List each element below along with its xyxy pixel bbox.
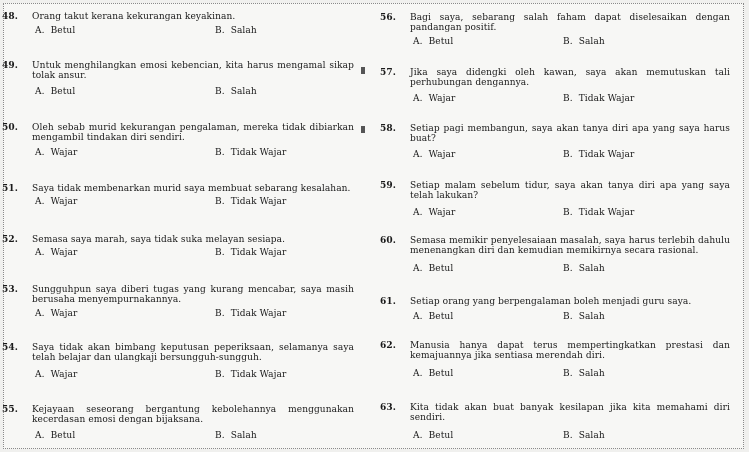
question-number: 60.	[380, 236, 396, 246]
option-label: Tidak Wajar	[230, 248, 287, 258]
option-b[interactable]	[563, 312, 605, 322]
option-label: Tidak Wajar	[230, 148, 287, 158]
option-letter: A.	[35, 248, 45, 258]
question-item	[380, 341, 738, 381]
option-b[interactable]	[215, 87, 257, 97]
option-label: Wajar	[50, 309, 78, 319]
option-a[interactable]	[35, 431, 75, 441]
option-label: Betul	[50, 431, 76, 441]
option-label: Tidak Wajar	[578, 208, 635, 218]
option-letter: A.	[413, 94, 423, 104]
option-letter: B.	[563, 369, 573, 379]
option-letter: A.	[413, 150, 423, 160]
option-letter: A.	[413, 431, 423, 441]
option-b[interactable]	[215, 370, 286, 380]
question-item	[380, 68, 738, 106]
option-a[interactable]	[35, 148, 77, 158]
option-label: Salah	[578, 264, 605, 274]
option-label: Salah	[230, 26, 257, 36]
option-b[interactable]	[215, 197, 286, 207]
option-a[interactable]	[413, 312, 453, 322]
question-text: Kita tidak akan buat banyak kesilapan jika kita memahami diri sendiri.	[410, 403, 730, 423]
option-a[interactable]	[35, 197, 77, 207]
question-item	[380, 403, 738, 443]
option-label: Salah	[230, 87, 257, 97]
option-b[interactable]	[563, 369, 605, 379]
option-letter: B.	[563, 37, 573, 47]
question-number: 58.	[380, 124, 396, 134]
question-number: 63.	[380, 403, 396, 413]
question-item	[2, 285, 362, 321]
option-label: Salah	[578, 37, 605, 47]
option-letter: A.	[413, 37, 423, 47]
question-text: Untuk menghilangkan emosi kebencian, kita harus mengamal sikap tolak ansur.	[32, 61, 354, 81]
option-label: Betul	[428, 431, 454, 441]
option-a[interactable]	[413, 37, 453, 47]
question-number: 53.	[2, 285, 18, 295]
question-text: Semasa saya marah, saya tidak suka melayan sesiapa.	[32, 235, 286, 245]
question-item	[380, 181, 738, 220]
option-label: Wajar	[50, 197, 78, 207]
question-number: 51.	[2, 184, 18, 194]
option-letter: B.	[215, 197, 225, 207]
option-b[interactable]	[563, 150, 634, 160]
option-letter: B.	[563, 208, 573, 218]
option-label: Tidak Wajar	[230, 309, 287, 319]
option-letter: A.	[35, 148, 45, 158]
option-a[interactable]	[413, 150, 455, 160]
option-letter: A.	[35, 370, 45, 380]
option-label: Tidak Wajar	[578, 150, 635, 160]
option-label: Salah	[230, 431, 257, 441]
option-b[interactable]	[563, 37, 605, 47]
question-number: 61.	[380, 297, 396, 307]
option-label: Salah	[578, 369, 605, 379]
option-letter: A.	[35, 309, 45, 319]
question-item	[2, 61, 362, 99]
option-label: Tidak Wajar	[578, 94, 635, 104]
option-letter: A.	[413, 264, 423, 274]
option-label: Wajar	[50, 148, 78, 158]
option-a[interactable]	[35, 309, 77, 319]
option-label: Salah	[578, 431, 605, 441]
option-b[interactable]	[215, 148, 286, 158]
option-letter: A.	[413, 369, 423, 379]
option-letter: A.	[413, 208, 423, 218]
option-a[interactable]	[35, 248, 77, 258]
question-text: Setiap pagi membangun, saya akan tanya diri apa yang saya harus buat?	[410, 124, 730, 144]
question-number: 52.	[2, 235, 18, 245]
option-label: Wajar	[50, 370, 78, 380]
option-label: Betul	[428, 264, 454, 274]
question-number: 54.	[2, 343, 18, 353]
option-letter: B.	[215, 87, 225, 97]
option-letter: B.	[563, 94, 573, 104]
question-item	[2, 123, 362, 160]
question-number: 48.	[2, 12, 18, 22]
question-text: Orang takut kerana kekurangan keyakinan.	[32, 12, 236, 22]
option-a[interactable]	[35, 26, 75, 36]
option-letter: B.	[563, 150, 573, 160]
option-b[interactable]	[563, 94, 634, 104]
option-label: Salah	[578, 312, 605, 322]
question-number: 57.	[380, 68, 396, 78]
question-item	[2, 235, 362, 260]
question-item	[2, 405, 362, 443]
scan-mark	[361, 67, 365, 74]
question-item	[2, 184, 362, 209]
option-letter: B.	[215, 431, 225, 441]
option-label: Tidak Wajar	[230, 370, 287, 380]
option-a[interactable]	[413, 431, 453, 441]
option-letter: A.	[35, 197, 45, 207]
option-b[interactable]	[215, 309, 286, 319]
question-text: Kejayaan seseorang bergantung kebolehannya menggunakan kecerdasan emosi dengan bijaksana.	[32, 405, 354, 425]
option-label: Wajar	[428, 150, 456, 160]
option-b[interactable]	[215, 431, 257, 441]
question-text: Jika saya didengki oleh kawan, saya akan memutuskan tali perhubungan dengannya.	[410, 68, 730, 88]
question-text: Setiap malam sebelum tidur, saya akan tanya diri apa yang saya telah lakukan?	[410, 181, 730, 201]
option-label: Betul	[428, 369, 454, 379]
question-item	[380, 124, 738, 162]
option-label: Wajar	[428, 208, 456, 218]
question-text: Oleh sebab murid kekurangan pengalaman, mereka tidak dibiarkan mengambil tindakan diri sendiri.	[32, 123, 354, 143]
option-letter: B.	[563, 431, 573, 441]
scan-mark	[361, 126, 365, 133]
question-number: 62.	[380, 341, 396, 351]
option-letter: A.	[35, 87, 45, 97]
question-number: 59.	[380, 181, 396, 191]
option-label: Betul	[50, 26, 76, 36]
option-label: Wajar	[50, 248, 78, 258]
option-label: Betul	[428, 37, 454, 47]
option-letter: B.	[215, 26, 225, 36]
question-text: Setiap orang yang berpengalaman boleh menjadi guru saya.	[410, 297, 692, 307]
question-text: Sungguhpun saya diberi tugas yang kurang mencabar, saya masih berusaha menyempurnakannya.	[32, 285, 354, 305]
option-letter: B.	[563, 312, 573, 322]
option-a[interactable]	[35, 87, 75, 97]
option-b[interactable]	[563, 431, 605, 441]
option-label: Wajar	[428, 94, 456, 104]
question-number: 49.	[2, 61, 18, 71]
option-a[interactable]	[413, 264, 453, 274]
question-item	[380, 13, 738, 49]
question-item	[2, 12, 362, 38]
option-letter: B.	[215, 370, 225, 380]
option-letter: A.	[35, 431, 45, 441]
question-text: Manusia hanya dapat terus mempertingkatkan prestasi dan kemajuannya jika sentiasa merendah diri.	[410, 341, 730, 361]
option-letter: B.	[563, 264, 573, 274]
option-b[interactable]	[563, 208, 634, 218]
option-b[interactable]	[215, 26, 257, 36]
option-b[interactable]	[215, 248, 286, 258]
option-a[interactable]	[413, 369, 453, 379]
option-label: Betul	[50, 87, 76, 97]
option-a[interactable]	[35, 370, 77, 380]
option-letter: B.	[215, 248, 225, 258]
question-number: 56.	[380, 13, 396, 23]
option-a[interactable]	[413, 208, 455, 218]
question-item	[380, 236, 738, 276]
option-a[interactable]	[413, 94, 455, 104]
question-text: Saya tidak akan bimbang keputusan peperiksaan, selamanya saya telah belajar dan ulangkaji bersungguh-sungguh.	[32, 343, 354, 363]
question-text: Semasa memikir penyelesaiaan masalah, saya harus terlebih dahulu menenangkan diri dan kemudian memikirnya secara rasional.	[410, 236, 730, 256]
question-item	[2, 343, 362, 382]
question-number: 50.	[2, 123, 18, 133]
option-b[interactable]	[563, 264, 605, 274]
option-label: Tidak Wajar	[230, 197, 287, 207]
option-letter: A.	[35, 26, 45, 36]
question-text: Bagi saya, sebarang salah faham dapat diselesaikan dengan pandangan positif.	[410, 13, 730, 33]
question-item	[380, 297, 738, 324]
option-label: Betul	[428, 312, 454, 322]
option-letter: A.	[413, 312, 423, 322]
option-letter: B.	[215, 309, 225, 319]
option-letter: B.	[215, 148, 225, 158]
question-number: 55.	[2, 405, 18, 415]
question-text: Saya tidak membenarkan murid saya membuat sebarang kesalahan.	[32, 184, 351, 194]
